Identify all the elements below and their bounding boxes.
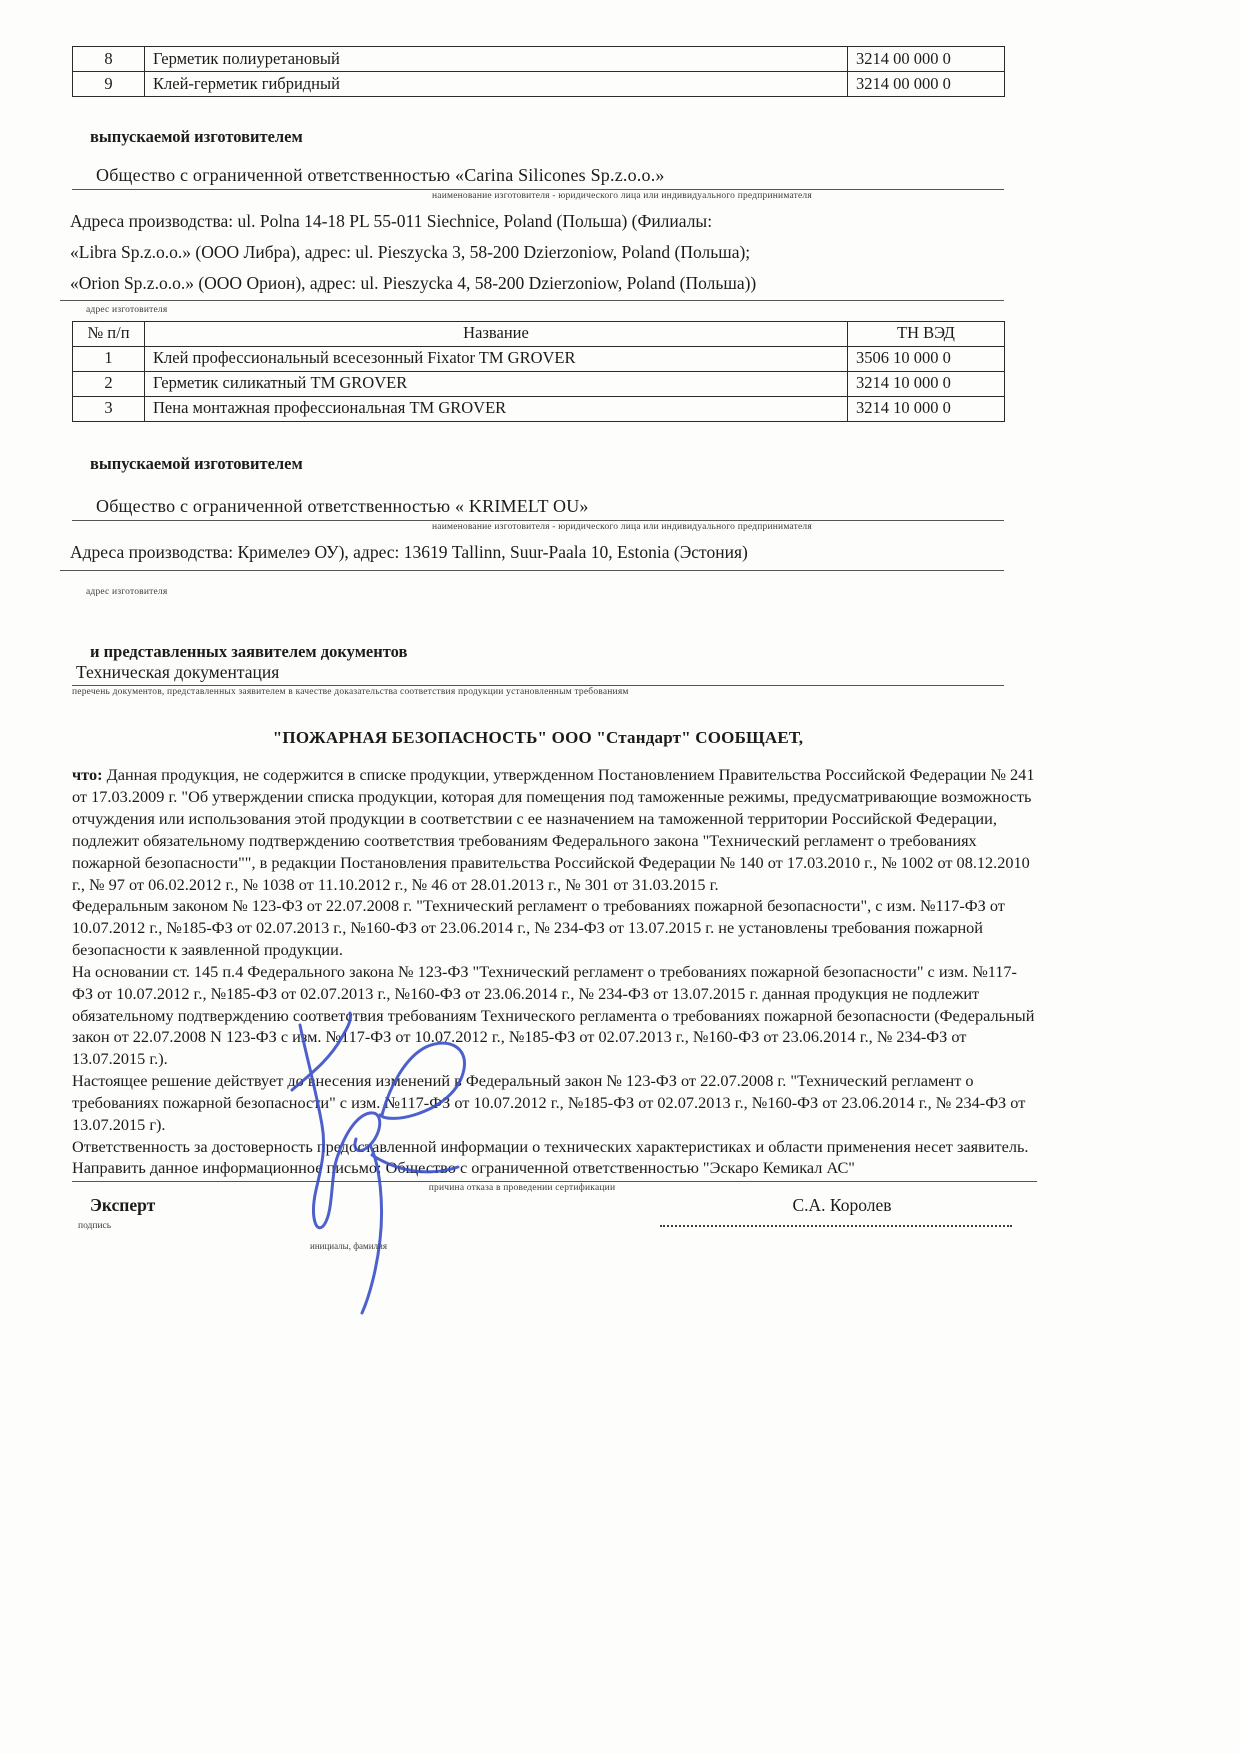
manufacturer-caption: наименование изготовителя - юридического лица или индивидуального предпринимателя bbox=[432, 191, 812, 201]
tnved-code: 3214 10 000 0 bbox=[848, 371, 1005, 396]
col-header-code: ТН ВЭД bbox=[848, 321, 1005, 346]
manufacturer-address bbox=[60, 535, 1004, 571]
manufacturer-name: Общество с ограниченной ответственностью «Carina Silicones Sp.z.o.o.» bbox=[72, 165, 1004, 190]
table-row bbox=[73, 72, 1005, 97]
row-number: 9 bbox=[73, 72, 145, 97]
tnved-code: 3506 10 000 0 bbox=[848, 346, 1005, 371]
manufacturer-address bbox=[60, 204, 1004, 301]
statement-body bbox=[72, 764, 1037, 1194]
address-caption: адрес изготовителя bbox=[86, 586, 168, 597]
row-number: 8 bbox=[73, 47, 145, 72]
refusal-reason-caption: причина отказа в проведении сертификации bbox=[428, 1183, 616, 1194]
statement-paragraph-text: Данная продукция, не содержится в списке продукции, утвержденном Постановлением Правительства Российской Федерации № 241 от 17.03.2009 г. "Об утверждении списка продукции, которая для помещения под таможенные режимы, предусматривающие возможность отчуждения или использования этой продукции в соответствии с ее назначением на таможенной территории Российской Федерации, подлежит обязательному подтверждению соответствия требованиям Федерального закона "Технический регламент о требованиях пожарной безопасности"", в редакции Постановления правительства Российской Федерации № 140 от 17.03.2010 г., № 1002 от 08.12.2010 г., № 97 от 06.02.2012 г., № 1038 от 11.10.2012 г., № 46 от 28.01.2013 г., № 301 от 31.03.2015 г. bbox=[72, 765, 1035, 894]
statement-paragraph: Настоящее решение действует до внесения изменений в Федеральный закон № 123-ФЗ от 22.07.2008 г. "Технический регламент о требованиях пожарной безопасности" с изм. №117-ФЗ от 10.07.2012 г., №185-ФЗ от 02.07.2013 г., №160-ФЗ от 23.06.2014 г., № 234-ФЗ от 13.07.2015 г). bbox=[72, 1071, 1026, 1134]
document-content bbox=[70, 46, 1035, 1195]
signature-block bbox=[72, 1195, 1032, 1315]
address-caption: адрес изготовителя bbox=[86, 305, 168, 316]
statement-paragraph: На основании ст. 145 п.4 Федерального закона № 123-ФЗ "Технический регламент о требованиях пожарной безопасности" с изм. №117-ФЗ от 10.07.2012 г., №185-ФЗ от 02.07.2013 г., №160-ФЗ от 23.06.2014 г., № 234-ФЗ от 13.07.2015 г. данная продукция не подлежит обязательному подтверждению соответствия требованиям Технического регламента о требованиях пожарной безопасности (Федеральный закон от 22.07.2008 N 123-ФЗ с изм. №117-ФЗ от 10.07.2012 г., №185-ФЗ от 02.07.2013 г., №160-ФЗ от 23.06.2014 г., № 234-ФЗ от 13.07.2015 г.). bbox=[72, 961, 1035, 1069]
table-row bbox=[73, 396, 1005, 421]
tnved-code: 3214 10 000 0 bbox=[848, 396, 1005, 421]
expert-name: С.А. Королев bbox=[792, 1195, 892, 1215]
row-number: 3 bbox=[73, 396, 145, 421]
issued-by-label: выпускаемой изготовителем bbox=[90, 127, 303, 146]
table-row bbox=[73, 346, 1005, 371]
row-number: 1 bbox=[73, 346, 145, 371]
table-row bbox=[73, 47, 1005, 72]
send-letter-line: Направить данное информационное письмо: Общество с ограниченной ответственностью "Эскаро Кемикал АС" bbox=[72, 1157, 1037, 1182]
row-number: 2 bbox=[73, 371, 145, 396]
product-name: Герметик силикатный TM GROVER bbox=[145, 371, 848, 396]
address-line: Адреса производства: ul. Polna 14-18 PL 55-011 Siechnice, Poland (Польша) (Филиалы: bbox=[70, 211, 713, 232]
documents-value: Техническая документация bbox=[72, 662, 1004, 686]
signature-caption-podpis: подпись bbox=[78, 1221, 112, 1231]
signature-caption-initials: инициалы, фамилия bbox=[310, 1241, 387, 1251]
documents-label: и представленных заявителем документов bbox=[90, 642, 408, 662]
col-header-num: № п/п bbox=[73, 321, 145, 346]
tnved-code: 3214 00 000 0 bbox=[848, 72, 1005, 97]
documents-caption: перечень документов, представленных заявителем в качестве доказательства соответствия продукции установленным требованиям bbox=[72, 687, 629, 698]
tnved-code: 3214 00 000 0 bbox=[848, 47, 1005, 72]
expert-label: Эксперт bbox=[90, 1195, 156, 1215]
continuation-table bbox=[72, 46, 1005, 97]
manufacturer-name: Общество с ограниченной ответственностью « KRIMELT OU» bbox=[72, 496, 1004, 521]
product-name: Пена монтажная профессиональная TM GROVER bbox=[145, 396, 848, 421]
address-line: Адреса производства: Кримелеэ ОУ), адрес: 13619 Tallinn, Suur-Paala 10, Estonia (Эстония) bbox=[70, 542, 748, 563]
product-name: Герметик полиуретановый bbox=[145, 47, 848, 72]
statement-paragraph: Федеральным законом № 123-ФЗ от 22.07.2008 г. "Технический регламент о требованиях пожарной безопасности", с изм. №117-ФЗ от 10.07.2012 г., №185-ФЗ от 02.07.2013 г., №160-ФЗ от 23.06.2014 г., № 234-ФЗ от 13.07.2015 г. не установлены требования пожарной безопасности к заявленной продукции. bbox=[72, 896, 1005, 960]
table-header-row bbox=[73, 321, 1005, 346]
statement-intro-label: что: bbox=[72, 765, 103, 785]
products-table bbox=[72, 321, 1005, 422]
statement-paragraph: Ответственность за достоверность предоставленной информации о технических характеристиках и области применения несет заявитель. bbox=[72, 1136, 1029, 1156]
statement-heading: "ПОЖАРНАЯ БЕЗОПАСНОСТЬ" ООО "Стандарт" СООБЩАЕТ, bbox=[272, 728, 804, 748]
address-line: «Libra Sp.z.o.o.» (ООО Либра), адрес: ul. Pieszycka 3, 58-200 Dzierzoniow, Poland (Польша); bbox=[70, 242, 751, 263]
signature-dotted-line bbox=[660, 1225, 1012, 1227]
col-header-name: Название bbox=[145, 321, 848, 346]
address-line: «Orion Sp.z.o.o.» (ООО Орион), адрес: ul. Pieszycka 4, 58-200 Dzierzoniow, Poland (Польша)) bbox=[70, 272, 757, 293]
table-row bbox=[73, 371, 1005, 396]
product-name: Клей-герметик гибридный bbox=[145, 72, 848, 97]
issued-by-label: выпускаемой изготовителем bbox=[90, 453, 303, 473]
statement-paragraph bbox=[72, 764, 1037, 895]
manufacturer-caption: наименование изготовителя - юридического лица или индивидуального предпринимателя bbox=[432, 521, 812, 532]
product-name: Клей профессиональный всесезонный Fixator TM GROVER bbox=[145, 346, 848, 371]
